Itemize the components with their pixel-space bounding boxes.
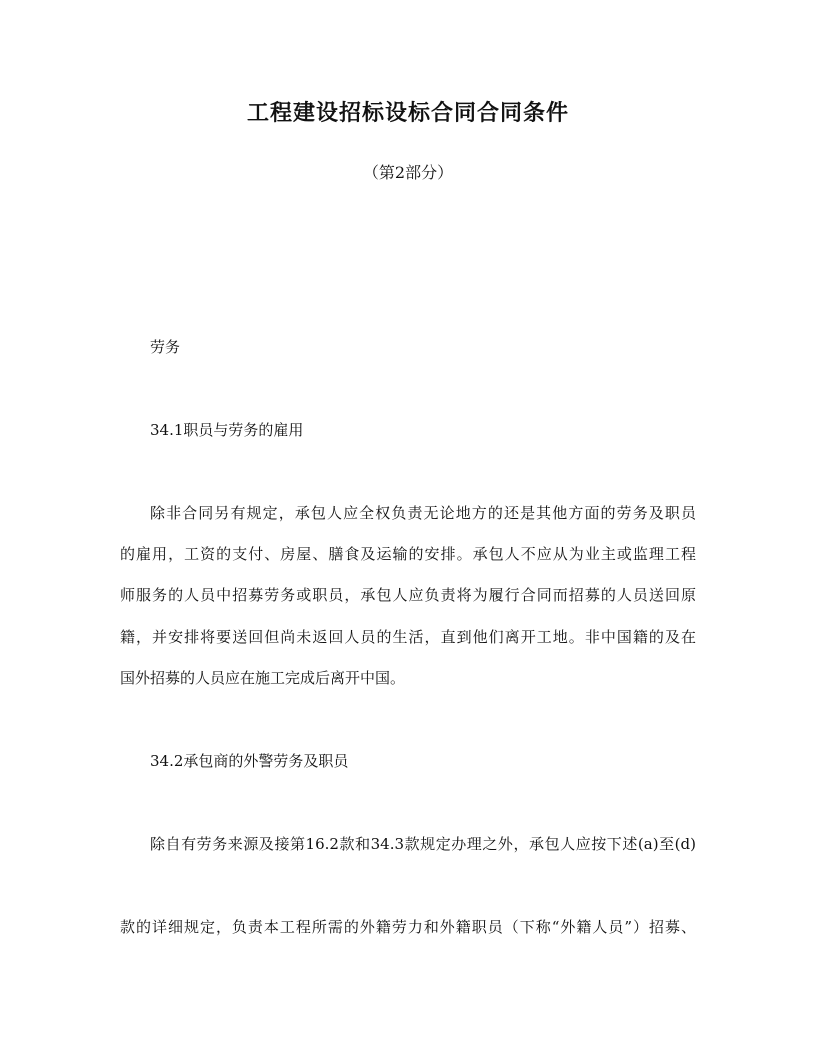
section-34-1-heading: 34.1职员与劳务的雇用 xyxy=(150,421,304,439)
section-34-1-line: 籍，并安排将要送回但尚未返回人员的生活，直到他们离开工地。非中国籍的及在 xyxy=(120,628,696,646)
document-title: 工程建设招标设标合同合同条件 xyxy=(246,100,569,126)
section-34-2-line: 除自有劳务来源及接第16.2款和34.3款规定办理之外，承包人应按下述(a)至(d) xyxy=(150,835,696,853)
labor-heading: 劳务 xyxy=(150,338,181,356)
section-34-1-line: 国外招募的人员应在施工完成后离开中国。 xyxy=(120,669,406,687)
section-34-1-line: 的雇用，工资的支付、房屋、膳食及运输的安排。承包人不应从为业主或监理工程 xyxy=(120,545,696,563)
section-34-2-line: 款的详细规定，负责本工程所需的外籍劳力和外籍职员（下称“外籍人员”）招募、 xyxy=(120,918,696,936)
section-34-2-heading: 34.2承包商的外警劳务及职员 xyxy=(150,752,349,770)
section-34-1-line: 除非合同另有规定，承包人应全权负责无论地方的还是其他方面的劳务及职员 xyxy=(150,504,696,522)
section-34-1-line: 师服务的人员中招募劳务或职员，承包人应负责将为履行合同而招募的人员送回原 xyxy=(120,586,696,604)
document-subtitle: （第2部分） xyxy=(362,163,454,182)
